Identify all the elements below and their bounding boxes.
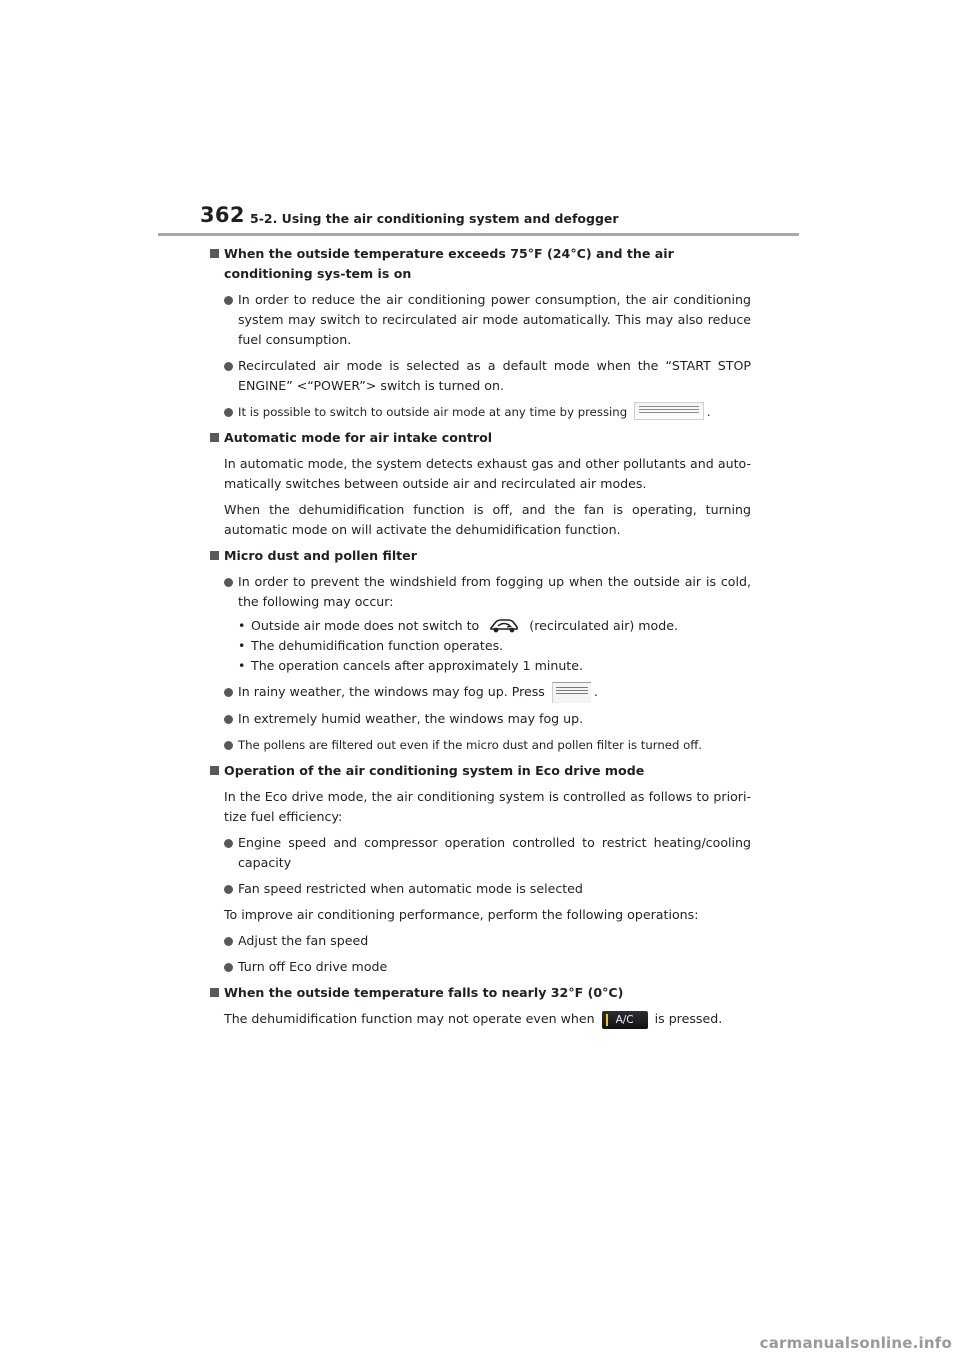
bullet-text: Adjust the fan speed — [238, 933, 369, 948]
paragraph: To improve air conditioning performance, perform the following operations: — [224, 907, 699, 922]
section-heading — [209, 761, 751, 781]
bullet-item — [209, 682, 751, 703]
paragraph-text: The dehumidification function may not operate even when — [224, 1011, 595, 1026]
paragraph: In automatic mode, the system detects exhaust gas and other pollutants and auto-matically switches between outside air and recirculated air modes. — [224, 456, 751, 491]
ac-button-label: A/C — [615, 1013, 634, 1026]
bullet-text: Recirculated air mode is selected as a default mode when the “START STOP ENGINE” <“POWER”> switch is turned on. — [238, 358, 751, 393]
bullet-item — [209, 833, 751, 873]
round-bullet-icon — [224, 578, 233, 587]
bullet-text: Engine speed and compressor operation controlled to restrict heating/cooling capacity — [238, 835, 751, 870]
section-heading — [209, 244, 751, 284]
bullet-text-end: . — [593, 684, 598, 699]
section-heading-text: Operation of the air conditioning system in Eco drive mode — [224, 763, 645, 778]
section-heading — [209, 546, 751, 566]
chapter-title: 5-2. Using the air conditioning system and defogger — [250, 211, 619, 226]
recirculated-air-car-icon — [487, 616, 521, 634]
bullet-text-end: . — [706, 405, 711, 419]
sub-bullet-marker: • — [238, 638, 246, 653]
sub-list-item — [238, 636, 751, 656]
bullet-text: The pollens are filtered out even if the micro dust and pollen filter is turned off. — [238, 738, 702, 752]
round-bullet-icon — [224, 408, 233, 417]
bullet-item — [209, 879, 751, 899]
round-bullet-icon — [224, 362, 233, 371]
section-heading-text: Automatic mode for air intake control — [224, 430, 493, 445]
bullet-text: It is possible to switch to outside air mode at any time by pressing — [238, 405, 628, 419]
bullet-item — [209, 402, 751, 422]
paragraph — [209, 1009, 751, 1029]
section-heading — [209, 983, 751, 1003]
sub-item-text: Outside air mode does not switch to — [251, 618, 480, 633]
bullet-text: In rainy weather, the windows may fog up. Press — [238, 684, 545, 699]
watermark: carmanualsonline.info — [759, 1334, 952, 1352]
round-bullet-icon — [224, 885, 233, 894]
bullet-text: In extremely humid weather, the windows may fog up. — [238, 711, 584, 726]
ac-button-icon — [602, 1011, 648, 1029]
section-heading-text: When the outside temperature exceeds 75°F (24°C) and the air conditioning sys-tem is on — [224, 246, 674, 281]
bullet-text: In order to reduce the air conditioning power consumption, the air conditioning system may switch to recirculated air mode automatically. This may also reduce fuel consumption. — [238, 292, 751, 347]
page-content — [209, 244, 751, 1035]
bullet-text: In order to prevent the windshield from fogging up when the outside air is cold, the following may occur: — [238, 574, 751, 609]
square-bullet-icon — [210, 551, 219, 560]
sub-item-text: The dehumidification function operates. — [251, 638, 504, 653]
sub-bullet-marker: • — [238, 658, 246, 673]
square-bullet-icon — [210, 249, 219, 258]
square-bullet-icon — [210, 433, 219, 442]
sub-list — [209, 616, 751, 676]
bullet-item — [209, 931, 751, 951]
bullet-item — [209, 957, 751, 977]
paragraph-text-end: is pressed. — [654, 1011, 723, 1026]
bullet-item — [209, 735, 751, 755]
sub-list-item — [238, 616, 751, 636]
round-bullet-icon — [224, 296, 233, 305]
sub-item-text-end: (recirculated air) mode. — [529, 618, 679, 633]
bullet-item — [209, 290, 751, 350]
section-heading-text: Micro dust and pollen filter — [224, 548, 417, 563]
bullet-item — [209, 356, 751, 396]
square-bullet-icon — [210, 766, 219, 775]
round-bullet-icon — [224, 741, 233, 750]
sub-list-item — [238, 656, 751, 676]
round-bullet-icon — [224, 963, 233, 972]
defogger-button-icon — [552, 682, 591, 703]
bullet-item — [209, 709, 751, 729]
sub-bullet-marker: • — [238, 618, 246, 633]
header-rule — [158, 233, 799, 236]
round-bullet-icon — [224, 688, 233, 697]
paragraph: When the dehumidification function is off, and the fan is operating, turning automatic mode on will activate the dehumidification function. — [224, 502, 751, 537]
round-bullet-icon — [224, 839, 233, 848]
paragraph: In the Eco drive mode, the air conditioning system is controlled as follows to priori-tize fuel efficiency: — [224, 789, 751, 824]
bullet-item — [209, 572, 751, 612]
bullet-text: Turn off Eco drive mode — [238, 959, 388, 974]
bullet-text: Fan speed restricted when automatic mode is selected — [238, 881, 583, 896]
sub-item-text: The operation cancels after approximately 1 minute. — [251, 658, 583, 673]
outside-air-button-icon — [634, 402, 704, 420]
round-bullet-icon — [224, 937, 233, 946]
section-heading — [209, 428, 751, 448]
section-heading-text: When the outside temperature falls to nearly 32°F (0°C) — [224, 985, 624, 1000]
page-number: 362 — [200, 203, 245, 227]
square-bullet-icon — [210, 988, 219, 997]
ac-indicator-light — [606, 1014, 608, 1026]
round-bullet-icon — [224, 715, 233, 724]
